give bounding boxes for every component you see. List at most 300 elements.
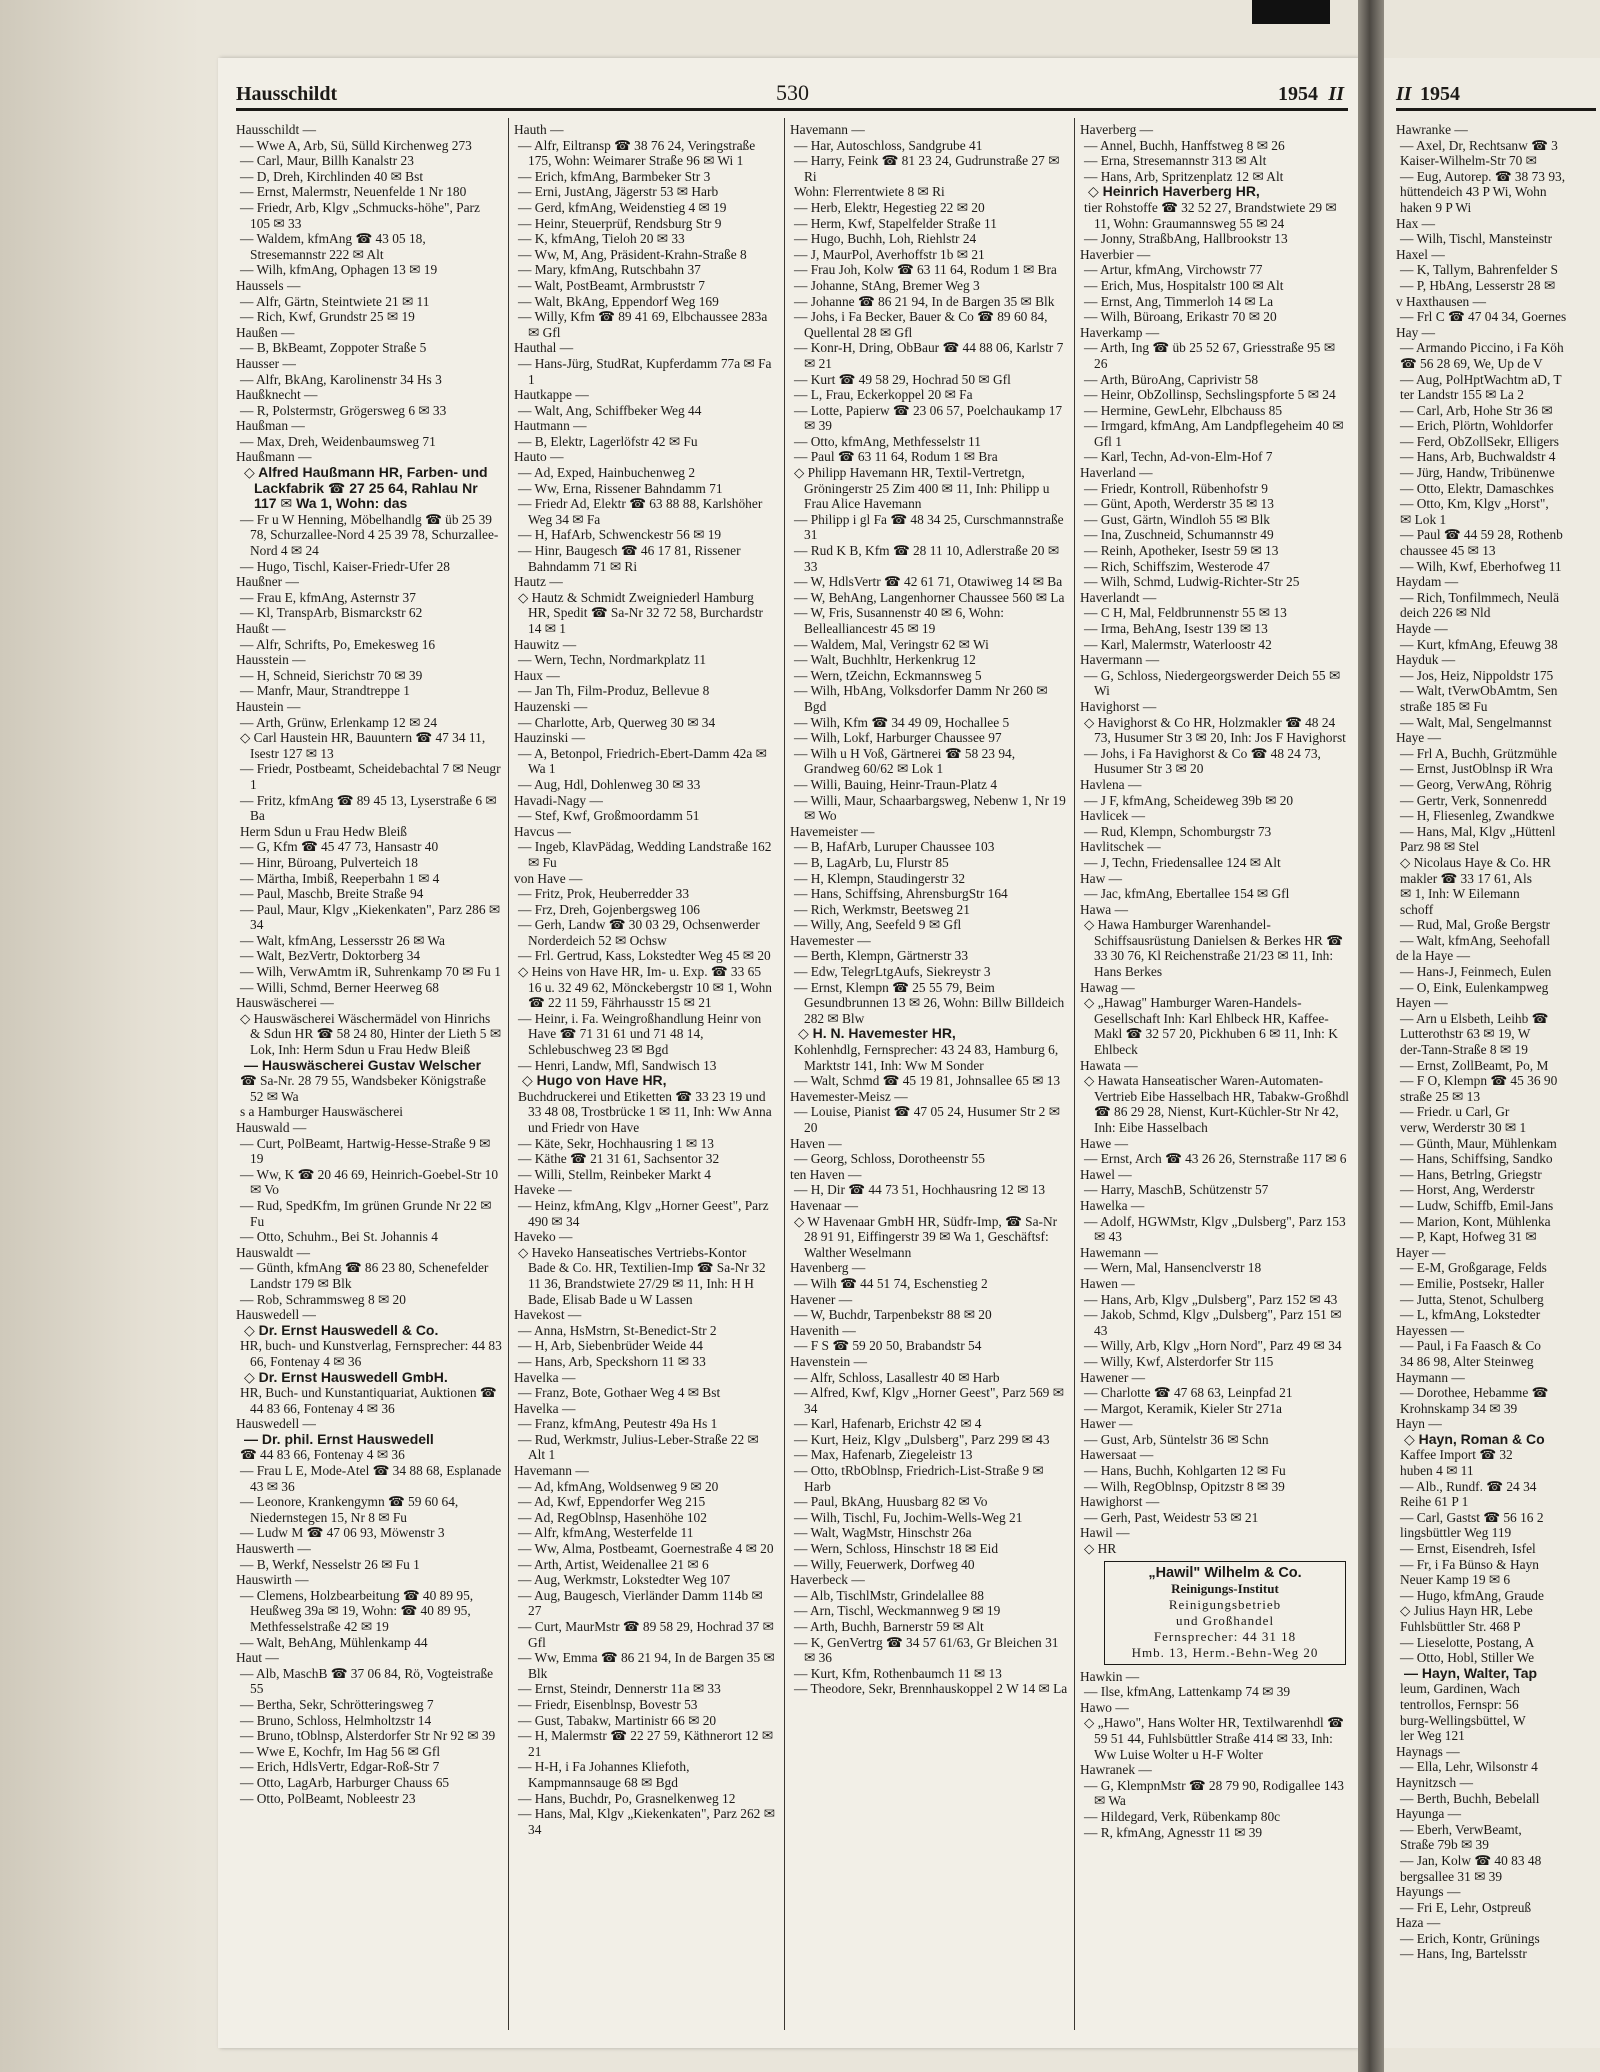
directory-entry: — Berth, Klempn, Gärtnerstr 33	[794, 948, 969, 964]
directory-entry: — Ernst, Ang, Timmerloh 14 ✉ La	[1084, 293, 1274, 309]
surname-heading: Haymann —	[1396, 1369, 1465, 1385]
surname-block	[1080, 1494, 1350, 1525]
directory-entry: — Otto, LagArb, Harburger Chauss 65	[240, 1774, 450, 1790]
surname-heading: Hauswedell —	[236, 1416, 316, 1432]
directory-entry: Straße 79b ✉ 39	[1400, 1837, 1489, 1853]
surname-block	[1396, 1245, 1600, 1323]
page-number: 530	[776, 80, 809, 105]
directory-entry: — Philipp i gl Fa ☎ 48 34 25, Curschmannstraße 31	[794, 511, 1064, 543]
surname-heading: Hauth —	[514, 122, 564, 137]
directory-entry: lingsbüttler Weg 119	[1400, 1525, 1512, 1541]
directory-entry: — Wern, Schloss, Hinschstr 18 ✉ Eid	[794, 1541, 999, 1557]
directory-entry: — Paul, BkAng, Huusbarg 82 ✉ Vo	[794, 1494, 988, 1510]
directory-entry: — R, Polstermstr, Grögersweg 6 ✉ 33	[240, 402, 447, 418]
directory-entry: — Wilh u H Voß, Gärtnerei ☎ 58 23 94, Grandweg 60/62 ✉ Lok 1	[794, 745, 1016, 777]
directory-entry: — Wilh, Schmd, Ludwig-Richter-Str 25	[1084, 574, 1300, 590]
surname-heading: Hawa —	[1080, 901, 1128, 917]
directory-entry: Kaiser-Wilhelm-Str 70 ✉	[1400, 153, 1537, 169]
directory-entry: — Hans-J, Feinmech, Eulen	[1400, 964, 1552, 980]
directory-entry: — Frl A, Buchh, Grützmühle	[1400, 745, 1557, 761]
directory-entry: — Frau Joh, Kolw ☎ 63 11 64, Rodum 1 ✉ Bra	[794, 262, 1057, 278]
directory-entry: — Frau L E, Mode-Atel ☎ 34 88 68, Esplanade 43 ✉ 36	[240, 1463, 502, 1494]
directory-entry: — Konr-H, Dring, ObBaur ☎ 44 88 06, Karlstr 7 ✉ 21	[794, 340, 1064, 371]
directory-entry: — Wilh, RegOblnsp, Opitzstr 8 ✉ 39	[1084, 1478, 1285, 1494]
surname-block	[1080, 1525, 1350, 1556]
directory-entry: — Hans, Ing, Bartelsstr	[1400, 1946, 1527, 1962]
surname-heading: ten Haven —	[790, 1166, 862, 1182]
directory-entry: hüttendeich 43 P Wi, Wohn	[1400, 184, 1547, 200]
directory-entry: — Frl C ☎ 47 04 34, Goernes	[1400, 309, 1567, 325]
directory-entry: ler Weg 121	[1400, 1728, 1465, 1744]
directory-entry: — H, Fliesenleg, Zwandkwe	[1400, 808, 1555, 824]
directory-entry: der-Tann-Straße 8 ✉ 19	[1400, 1042, 1528, 1058]
surname-block	[790, 1323, 1068, 1354]
directory-entry: ◇ Hautz & Schmidt Zweigniederl Hamburg HR, Spedit ☎ Sa-Nr 32 72 58, Burchardstr 14 ✉ 1	[518, 589, 763, 636]
directory-entry-bold: ◇ Dr. Ernst Hauswedell GmbH.	[244, 1368, 448, 1385]
directory-entry: — Wwe A, Arb, Sü, Sülld Kirchenweg 273	[240, 137, 472, 153]
directory-entry: — Hans, Mal, Klgv „Kiekenkaten", Parz 262 ✉ 34	[518, 1806, 775, 1837]
surname-block	[790, 1292, 1068, 1323]
surname-block	[790, 933, 1068, 1089]
directory-entry: — Arth, Buchh, Barnerstr 59 ✉ Alt	[794, 1619, 984, 1634]
surname-heading: Havelka —	[514, 1369, 576, 1385]
directory-column-3	[790, 122, 1068, 2032]
directory-entry: — R, kfmAng, Agnesstr 11 ✉ 39	[1084, 1824, 1263, 1840]
directory-entry: — Otto, tRbOblnsp, Friedrich-List-Straße 9 ✉ Harb	[794, 1463, 1044, 1494]
directory-entry: ◇ Hawa Hamburger Warenhandel- Schiffsausrüstung Danielsen & Berkes HR ☎ 33 30 76, Kl Reichenstraße 21/23 ✉ 11, Inh: Hans Berkes	[1084, 917, 1343, 980]
directory-entry: — Willy, Arb, Klgv „Horn Nord", Parz 49 ✉ 34	[1084, 1338, 1342, 1354]
directory-entry: — Manfr, Maur, Strandtreppe 1	[240, 683, 410, 699]
surname-block	[1080, 699, 1350, 777]
surname-block	[1080, 325, 1350, 465]
directory-entry: ☎ Sa-Nr. 28 79 55, Wandsbeker Königstraße 52 ✉ Wa	[240, 1073, 486, 1104]
book-gutter	[1358, 0, 1384, 2072]
surname-block	[236, 387, 502, 418]
directory-entry: — Edw, TelegrLtgAufs, Siekreystr 3	[794, 964, 991, 980]
directory-entry: — Hans, Buchdr, Po, Grasnelkenweg 12	[518, 1790, 736, 1806]
directory-entry: — Wilh, Lokf, Harburger Chaussee 97	[794, 730, 1002, 746]
directory-entry: — J, Techn, Friedensallee 124 ✉ Alt	[1084, 854, 1281, 870]
surname-block	[514, 449, 776, 574]
surname-block	[790, 1167, 1068, 1198]
surname-block	[514, 824, 776, 871]
directory-entry: — Hugo, Tischl, Kaiser-Friedr-Ufer 28	[240, 558, 450, 574]
directory-entry: — Aug, PolHptWachtm aD, T	[1400, 371, 1562, 387]
directory-entry: — A, Betonpol, Friedrich-Ebert-Damm 42a ✉ Wa 1	[518, 745, 767, 777]
directory-entry: ter Landstr 155 ✉ La 2	[1400, 387, 1524, 403]
directory-entry: — Hermine, GewLehr, Elbchauss 85	[1084, 402, 1283, 418]
surname-heading: Haynags —	[1396, 1743, 1460, 1759]
surname-heading: v Haxthausen —	[1396, 293, 1486, 309]
ad-subtitle: Reinigungs-Institut	[1171, 1580, 1279, 1596]
surname-heading: Haverlandt —	[1080, 589, 1157, 605]
directory-entry: — Märtha, Imbiß, Reeperbahn 1 ✉ 4	[240, 870, 440, 886]
directory-entry: — Otto, Elektr, Damaschkes	[1400, 480, 1554, 496]
surname-block	[1396, 1775, 1600, 1806]
directory-entry-bold: ◇ H. N. Havemester HR,	[798, 1025, 956, 1042]
surname-block	[236, 699, 502, 995]
directory-entry-bold: — Hayn, Walter, Tap	[1404, 1664, 1538, 1681]
directory-entry: — Ernst, JustOblnsp iR Wra	[1400, 761, 1553, 777]
directory-entry: — Ernst, Arch ☎ 43 26 26, Sternstraße 117 ✉ 6	[1084, 1151, 1347, 1167]
directory-entry: — Hans, Arb, Klgv „Dulsberg", Parz 152 ✉ 43	[1084, 1291, 1338, 1307]
directory-entry: — Friedr, Postbeamt, Scheidebachtal 7 ✉ Neugr 1	[240, 761, 501, 792]
surname-heading: Hayde —	[1396, 621, 1448, 636]
directory-entry: ◇ „Hawo", Hans Wolter HR, Textilwarenhdl ☎ 59 51 44, Fuhlsbüttler Straße 414 ✉ 33, Inh: Ww Luise Wolter u H-F Wolter	[1084, 1715, 1344, 1762]
surname-block	[1080, 590, 1350, 652]
directory-entry: — Rud, Werkmstr, Julius-Leber-Straße 22 ✉ Alt 1	[518, 1431, 759, 1463]
directory-entry: — Dorothee, Hebamme ☎	[1400, 1385, 1549, 1401]
surname-block	[1080, 1700, 1350, 1762]
directory-entry: — Ww, Emma ☎ 86 21 94, In de Bargen 35 ✉ Blk	[518, 1650, 775, 1681]
directory-entry: — Waldem, Mal, Veringstr 62 ✉ Wi	[794, 636, 989, 652]
directory-entry: Reihe 61 P 1	[1400, 1494, 1469, 1510]
directory-entry: — Alb., Rundf. ☎ 24 34	[1400, 1478, 1537, 1494]
directory-entry: — Erich, HdlsVertr, Edgar-Roß-Str 7	[240, 1759, 440, 1775]
directory-entry: Neuer Kamp 19 ✉ 6	[1400, 1572, 1511, 1588]
directory-entry-bold: — Dr. phil. Ernst Hauswedell	[244, 1430, 434, 1447]
directory-entry: — Waldem, kfmAng ☎ 43 05 18, Stresemannstr 222 ✉ Alt	[240, 231, 426, 262]
facing-header-volume: II	[1396, 83, 1412, 105]
surname-block	[1080, 122, 1350, 247]
directory-entry: schoff	[1400, 901, 1434, 917]
directory-entry: — J F, kfmAng, Scheideweg 39b ✉ 20	[1084, 792, 1294, 808]
directory-entry: — Hans, Mal, Klgv „Hüttenl	[1400, 823, 1556, 839]
directory-entry: — Johanne, StAng, Bremer Weg 3	[794, 277, 980, 293]
directory-entry: — P, HbAng, Lesserstr 28 ✉	[1400, 277, 1556, 293]
directory-entry: — Hinr, Büroang, Pulverteich 18	[240, 854, 418, 870]
surname-block	[1080, 808, 1350, 839]
surname-block	[1396, 621, 1600, 652]
directory-entry: — Ww, Alma, Postbeamt, Goernestraße 4 ✉ 20	[518, 1541, 774, 1557]
directory-entry: — Wern, Techn, Nordmarkplatz 11	[518, 652, 707, 668]
surname-block	[1396, 995, 1600, 1245]
surname-block	[1396, 1915, 1600, 1962]
ad-line: und Großhandel	[1175, 1612, 1275, 1628]
directory-entry-bold: — Hauswäscherei Gustav Welscher	[244, 1056, 482, 1073]
surname-heading: Havemester-Meisz —	[790, 1088, 908, 1104]
directory-entry: — Frz, Dreh, Gojenbergsweg 106	[518, 901, 700, 917]
directory-entry: — K, kfmAng, Tieloh 20 ✉ 33	[518, 231, 685, 247]
surname-block	[236, 122, 502, 278]
directory-entry: Krohnskamp 34 ✉ 39	[1400, 1400, 1518, 1416]
directory-entry: — Rich, Werkmstr, Beetsweg 21	[794, 901, 970, 917]
surname-heading: Havenberg —	[790, 1260, 866, 1276]
directory-entry: — Paul, Maschb, Breite Straße 94	[240, 886, 424, 902]
directory-entry: — H, Klempn, Staudingerstr 32	[794, 870, 966, 886]
surname-block	[790, 1354, 1068, 1572]
directory-entry: — Gust, Gärtn, Windloh 55 ✉ Blk	[1084, 511, 1270, 527]
directory-entry: — Bruno, tOblnsp, Alsterdorfer Str Nr 92 ✉ 39	[240, 1728, 496, 1744]
surname-heading: Haveke —	[514, 1182, 572, 1198]
directory-entry-bold: ◇ Heinrich Haverberg HR,	[1088, 183, 1260, 200]
directory-entry: — Rich, Kwf, Grundstr 25 ✉ 19	[240, 309, 415, 325]
directory-entry: — Walt, WagMstr, Hinschstr 26a	[794, 1525, 972, 1541]
surname-heading: Hayduk —	[1396, 652, 1456, 668]
surname-block	[1080, 839, 1350, 870]
page-header	[236, 72, 1348, 111]
surname-heading: Haverland —	[1080, 465, 1153, 481]
directory-entry: — Arn u Elsbeth, Leihb ☎	[1400, 1010, 1549, 1026]
surname-heading: Hayungs —	[1396, 1884, 1461, 1900]
surname-heading: Hauthal —	[514, 340, 574, 356]
directory-entry: — Ferd, ObZollSekr, Elligers	[1400, 433, 1560, 449]
directory-entry: — Wilh, HbAng, Volksdorfer Damm Nr 260 ✉ Bgd	[794, 683, 1048, 714]
facing-header-year: 1954	[1420, 83, 1460, 105]
directory-entry: — Willi, Bauing, Heinr-Traun-Platz 4	[794, 776, 998, 792]
surname-heading: Havenith —	[790, 1322, 856, 1338]
surname-heading: Hawag —	[1080, 979, 1135, 995]
directory-entry: — Paul, i Fa Faasch & Co	[1400, 1338, 1541, 1354]
directory-entry: — Eug, Autorep. ☎ 38 73 93,	[1400, 168, 1566, 184]
surname-heading: Hawersaat —	[1080, 1447, 1154, 1463]
directory-entry: ◇ HR	[1084, 1541, 1117, 1557]
directory-entry: — Eberh, VerwBeamt,	[1400, 1821, 1522, 1837]
directory-entry: — Arth, Grünw, Erlenkamp 12 ✉ 24	[240, 714, 438, 730]
directory-entry: — Reinh, Apotheker, Isestr 59 ✉ 13	[1084, 543, 1279, 559]
surname-heading: Haux —	[514, 667, 560, 683]
directory-entry: — Ww, K ☎ 20 46 69, Heinrich-Goebel-Str 10 ✉ Vo	[240, 1166, 499, 1198]
directory-entry: — W, BehAng, Langenhorner Chaussee 560 ✉ La	[794, 589, 1065, 605]
surname-block	[1396, 122, 1600, 216]
surname-heading: Haza —	[1396, 1915, 1441, 1931]
directory-entry: — Rud K B, Kfm ☎ 28 11 10, Adlerstraße 20 ✉ 33	[794, 543, 1060, 574]
directory-entry-bold: ◇ Hugo von Have HR,	[522, 1072, 667, 1089]
directory-entry: — Curt, MaurMstr ☎ 89 58 29, Hochrad 37 ✉ Gfl	[518, 1619, 774, 1650]
surname-heading: Hawener —	[1080, 1369, 1146, 1385]
surname-heading: Havener —	[790, 1291, 853, 1307]
surname-block	[1080, 1058, 1350, 1136]
directory-entry: — Karl, Techn, Ad-von-Elm-Hof 7	[1084, 449, 1273, 465]
surname-heading: Hawen —	[1080, 1275, 1135, 1291]
directory-entry: — L, Frau, Eckerkoppel 20 ✉ Fa	[794, 387, 973, 403]
directory-entry: — Friedr Ad, Elektr ☎ 63 88 88, Karlshöher Weg 34 ✉ Fa	[518, 496, 763, 527]
directory-entry: — Wern, Mal, Hansenclverstr 18	[1084, 1260, 1262, 1276]
directory-entry: — G, KlempnMstr ☎ 28 79 90, Rodigallee 143 ✉ Wa	[1084, 1777, 1344, 1809]
directory-entry: verw, Werderstr 30 ✉ 1	[1400, 1120, 1527, 1135]
directory-entry: — Willi, Maur, Schaarbargsweg, Nebenw 1, Nr 19 ✉ Wo	[794, 792, 1066, 824]
surname-heading: Hauzenski —	[514, 698, 588, 714]
directory-entry: — Bruno, Schloss, Helmholtzstr 14	[240, 1712, 432, 1728]
directory-entry: — Friedr, Kontroll, Rübenhofstr 9	[1084, 480, 1268, 496]
directory-entry: — Rud, Mal, Große Bergstr	[1400, 917, 1551, 933]
directory-entry: — W, HdlsVertr ☎ 42 61 71, Otawiweg 14 ✉ Ba	[794, 574, 1063, 590]
surname-heading: Haverkamp —	[1080, 324, 1160, 340]
directory-entry: — Ww, Erna, Rissener Bahndamm 71	[518, 480, 723, 496]
directory-entry: — Wern, tZeichn, Eckmannsweg 5	[794, 667, 982, 683]
surname-block	[236, 1120, 502, 1245]
directory-entry: — Günth, Maur, Mühlenkam	[1400, 1135, 1557, 1151]
directory-entry: — Friedr, Arb, Klgv „Schmucks-höhe", Parz 105 ✉ 33	[240, 199, 480, 231]
directory-entry: — Walt, kfmAng, Lessersstr 26 ✉ Wa	[240, 932, 445, 948]
surname-heading: Hautz —	[514, 574, 563, 590]
directory-entry: — Otto, Km, Klgv „Horst",	[1400, 496, 1549, 512]
directory-entry: — Willi, Schmd, Berner Heerweg 68	[240, 979, 439, 995]
surname-heading: Hawranek —	[1080, 1762, 1152, 1778]
directory-entry: — Alb, MaschB ☎ 37 06 84, Rö, Vogteistraße 55	[240, 1665, 494, 1697]
surname-block	[790, 1260, 1068, 1291]
directory-entry: Wohn: Flerrentwiete 8 ✉ Ri	[794, 184, 945, 200]
surname-heading: Havekost —	[514, 1307, 582, 1323]
surname-heading: Havelka —	[514, 1400, 576, 1416]
surname-heading: Haw —	[1080, 870, 1123, 886]
surname-heading: Hauswaldt —	[236, 1244, 311, 1260]
surname-heading: Hayer —	[1396, 1244, 1446, 1260]
directory-entry: — Ludw, Schiffb, Emil-Jans	[1400, 1197, 1554, 1213]
ad-line: Hmb. 13, Herm.-Behn-Weg 20	[1131, 1644, 1319, 1660]
directory-entry: — H-H, i Fa Johannes Kliefoth, Kampmannsauge 68 ✉ Bgd	[518, 1759, 690, 1790]
directory-entry: — Fri E, Lehr, Ostpreuß	[1400, 1899, 1532, 1915]
surname-block	[514, 668, 776, 699]
surname-heading: Hausschildt —	[236, 122, 316, 137]
directory-entry: — Jürg, Handw, Tribünenwe	[1400, 465, 1555, 481]
directory-entry: — Wilh ☎ 44 51 74, Eschenstieg 2	[794, 1275, 988, 1291]
surname-heading: Hauwitz —	[514, 636, 577, 652]
directory-entry: haken 9 P Wi	[1400, 199, 1472, 215]
surname-block	[514, 730, 776, 792]
surname-heading: Hauzinski —	[514, 730, 586, 746]
surname-heading: Haustein —	[236, 698, 301, 714]
surname-heading: Haverberg —	[1080, 122, 1154, 137]
directory-entry: — Alfr, Schloss, Lasallestr 40 ✉ Harb	[794, 1369, 1000, 1385]
surname-heading: Haverbeck —	[790, 1572, 865, 1588]
surname-heading: Havemann —	[514, 1463, 589, 1479]
directory-entry: — Wilh, kfmAng, Ophagen 13 ✉ 19	[240, 262, 438, 278]
directory-entry: ◇ „Hawag" Hamburger Waren-Handels-Gesellschaft Inh: Karl Ehlbeck HR, Kaffee-Makl ☎ 32 57 20, Pickhuben 6 ✉ 11, Inh: K Ehlbeck	[1084, 995, 1338, 1058]
surname-heading: Haußt —	[236, 621, 286, 636]
directory-entry: — Friedr, Eisenblnsp, Bovestr 53	[518, 1696, 698, 1712]
directory-entry: — Alfr, Gärtn, Steintwiete 21 ✉ 11	[240, 293, 430, 309]
directory-entry: — Axel, Dr, Rechtsanw ☎ 3	[1400, 137, 1558, 153]
surname-block	[514, 793, 776, 824]
surname-block	[514, 637, 776, 668]
directory-entry: — Herb, Elektr, Hegestieg 22 ✉ 20	[794, 199, 985, 215]
directory-entry: — B, BkBeamt, Zoppoter Straße 5	[240, 340, 427, 356]
directory-entry: — Walt, Ang, Schiffbeker Weg 44	[518, 402, 702, 418]
directory-entry: — Paul ☎ 44 59 28, Rothenb	[1400, 527, 1563, 543]
directory-entry: — Wwe E, Kochfr, Im Hag 56 ✉ Gfl	[240, 1743, 441, 1759]
directory-entry: — K, Tallym, Bahrenfelder S	[1400, 262, 1558, 278]
directory-entry-bold: ◇ Alfred Haußmann HR, Farben- und Lackfabrik ☎ 27 25 64, Rahlau Nr 117 ✉ Wa 1, Wohn: das	[244, 464, 488, 512]
directory-entry: — Berth, Buchh, Bebelall	[1400, 1790, 1540, 1806]
surname-block	[514, 418, 776, 449]
directory-entry: — Artur, kfmAng, Virchowstr 77	[1084, 262, 1263, 278]
directory-entry: — Willy, Feuerwerk, Dorfweg 40	[794, 1556, 975, 1572]
directory-entry: — Frl. Gertrud, Kass, Lokstedter Weg 45 ✉ 20	[518, 948, 771, 964]
directory-entry: — Rob, Schrammsweg 8 ✉ 20	[240, 1291, 406, 1307]
directory-entry: — Franz, Bote, Gothaer Weg 4 ✉ Bst	[518, 1385, 721, 1401]
surname-block	[236, 356, 502, 387]
surname-heading: Hayen —	[1396, 995, 1448, 1011]
directory-entry: — Rud, Klempn, Schomburgstr 73	[1084, 823, 1272, 839]
directory-entry: — J, MaurPol, Averhoffstr 1b ✉ 21	[794, 246, 985, 262]
directory-entry: — G, Kfm ☎ 45 47 73, Hansastr 40	[240, 839, 439, 855]
directory-entry: — Wilh, Kfm ☎ 34 49 09, Hochallee 5	[794, 714, 1010, 730]
surname-block	[236, 1307, 502, 1416]
surname-block	[514, 1463, 776, 1837]
directory-entry: — Lieselotte, Postang, A	[1400, 1634, 1535, 1650]
binding-shadow-left	[0, 0, 200, 2072]
directory-entry: — Ilse, kfmAng, Lattenkamp 74 ✉ 39	[1084, 1684, 1291, 1700]
directory-entry: — Gerd, kfmAng, Weidenstieg 4 ✉ 19	[518, 199, 727, 215]
directory-entry: ✉ 1, Inh: W Eilemann	[1400, 886, 1520, 902]
surname-heading: Haut —	[236, 1650, 279, 1666]
directory-entry: — Ernst, Steindr, Dennerstr 11a ✉ 33	[518, 1681, 721, 1697]
directory-entry: ◇ Havighorst & Co HR, Holzmakler ☎ 48 24 73, Husumer Str 3 ✉ 20, Inh: Jos F Havighorst	[1084, 714, 1346, 746]
surname-block	[236, 574, 502, 621]
surname-heading: Hawelka —	[1080, 1197, 1145, 1213]
directory-entry: huben 4 ✉ 11	[1400, 1463, 1474, 1479]
directory-entry-bold: ◇ Hayn, Roman & Co	[1404, 1430, 1545, 1447]
surname-block	[514, 1370, 776, 1401]
directory-entry: — Louise, Pianist ☎ 47 05 24, Husumer Str 2 ✉ 20	[794, 1104, 1060, 1135]
directory-entry: — Mary, kfmAng, Rutschbahn 37	[518, 262, 701, 278]
surname-block	[1080, 247, 1350, 325]
directory-entry: ☎ 56 28 69, We, Up de V	[1400, 355, 1543, 371]
directory-entry: — Walt, PostBeamt, Armbruststr 7	[518, 277, 705, 293]
directory-entry: — Jonny, StraßbAng, Hallbrookstr 13	[1084, 231, 1288, 247]
directory-entry: — Fritz, kfmAng ☎ 89 45 13, Lyserstraße 6 ✉ Ba	[240, 792, 497, 824]
directory-entry: ◇ Heins von Have HR, Im- u. Exp. ☎ 33 65 16 u. 32 49 62, Mönckebergstr 10 ✉ 1, Wohn ☎ 22 11 59, Fährhausstr 15 ✉ 21	[518, 964, 772, 1011]
column-divider	[1074, 118, 1075, 2030]
directory-entry: — Ina, Zuschneid, Schumannstr 49	[1084, 527, 1274, 543]
directory-entry: — Otto, Hobl, Stiller We	[1400, 1650, 1535, 1666]
directory-entry: — Erich, Kontr, Grünings	[1400, 1930, 1540, 1946]
directory-entry: ◇ Carl Haustein HR, Bauuntern ☎ 47 34 11, Isestr 127 ✉ 13	[240, 730, 486, 761]
surname-block	[236, 1245, 502, 1307]
surname-block	[514, 871, 776, 1183]
surname-heading: von Have —	[514, 870, 583, 886]
directory-entry: — Erich, Mus, Hospitalstr 100 ✉ Alt	[1084, 277, 1284, 293]
surname-heading: Haxel —	[1396, 246, 1445, 262]
directory-entry: — Frau E, kfmAng, Asternstr 37	[240, 589, 416, 605]
surname-block	[1396, 294, 1600, 325]
directory-entry: — Günth, kfmAng ☎ 86 23 80, Schenefelder Landstr 179 ✉ Blk	[240, 1260, 489, 1291]
surname-block	[1080, 465, 1350, 590]
directory-entry: — Wilh, Büroang, Erikastr 70 ✉ 20	[1084, 309, 1277, 325]
directory-entry: HR, Buch- und Kunstantiquariat, Auktionen ☎ 44 83 66, Fontenay 4 ✉ 36	[240, 1385, 497, 1416]
surname-heading: Hax —	[1396, 215, 1436, 231]
surname-heading: Hay —	[1396, 324, 1436, 340]
directory-entry: — Wilh, VerwAmtm iR, Suhrenkamp 70 ✉ Fu 1	[240, 964, 501, 980]
surname-block	[1080, 1370, 1350, 1417]
surname-block	[1396, 1744, 1600, 1775]
directory-entry: — H, Malermstr ☎ 22 27 59, Käthnerort 12 ✉ 21	[518, 1728, 774, 1759]
directory-entry: ☎ 44 83 66, Fontenay 4 ✉ 36	[240, 1447, 405, 1463]
surname-block	[790, 824, 1068, 933]
directory-entry: ✉ Lok 1	[1400, 511, 1447, 527]
directory-entry: — Walt, kfmAng, Seehofall	[1400, 932, 1551, 948]
surname-block	[1396, 1884, 1600, 1915]
directory-entry: — Hans, Schiffsing, AhrensburgStr 164	[794, 886, 1008, 902]
column-divider	[784, 118, 785, 2030]
directory-entry: — Alfr, Schrifts, Po, Emekesweg 16	[240, 636, 436, 652]
directory-entry: — Ernst, Klempn ☎ 25 55 79, Beim Gesundbrunnen 13 ✉ 26, Wohn: Billw Billdeich 282 ✉ Blw	[794, 979, 1065, 1026]
surname-block	[790, 1089, 1068, 1136]
directory-entry: — Hans, Schiffsing, Sandko	[1400, 1151, 1553, 1167]
header-volume: II	[1328, 83, 1344, 105]
directory-entry: straße 25 ✉ 13	[1400, 1088, 1481, 1104]
directory-entry: — Irmgard, kfmAng, Am Landpflegeheim 40 ✉ Gfl 1	[1084, 418, 1344, 449]
directory-entry: — Erna, Stresemannstr 313 ✉ Alt	[1084, 153, 1267, 169]
directory-entry: — W, Fris, Susannenstr 40 ✉ 6, Wohn: Belleallianсestr 45 ✉ 19	[794, 605, 1005, 636]
directory-entry: — Ella, Lehr, Wilsonstr 4	[1400, 1759, 1538, 1775]
surname-heading: Havlicek —	[1080, 808, 1146, 824]
surname-block	[236, 1541, 502, 1572]
directory-entry: chaussee 45 ✉ 13	[1400, 543, 1496, 559]
directory-column-2	[514, 122, 776, 2032]
directory-entry: — Arth, Artist, Weidenallee 21 ✉ 6	[518, 1556, 709, 1572]
